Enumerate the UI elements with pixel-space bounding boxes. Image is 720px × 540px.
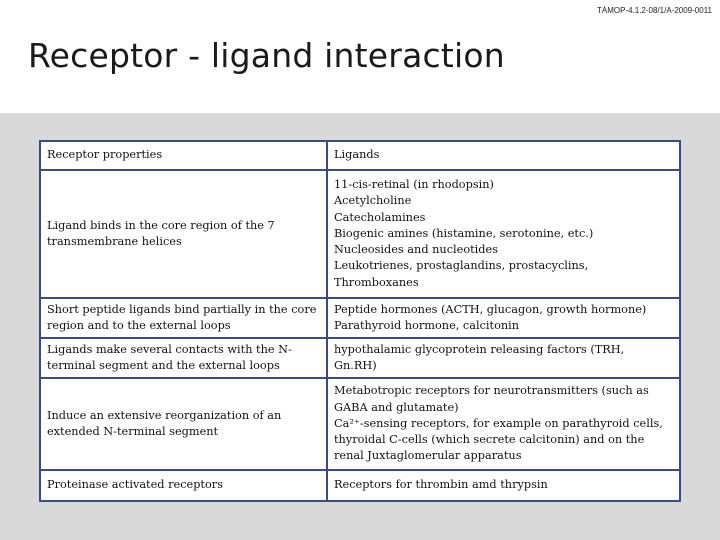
ligands-cell	[327, 378, 680, 470]
ligands-cell	[327, 170, 680, 298]
table-row	[40, 470, 680, 501]
ligand-line: Peptide hormones (ACTH, glucagon, growth hormone)	[334, 302, 647, 316]
receptor-property-cell: Induce an extensive reorganization of an extended N-terminal segment	[40, 378, 327, 470]
ligand-line: hypothalamic glycoprotein releasing factors (TRH,	[334, 342, 625, 356]
ligand-line: 11-cis-retinal (in rhodopsin)	[334, 177, 494, 191]
ligand-line: Parathyroid hormone, calcitonin	[334, 319, 520, 332]
ligand-line: thyroidal C-cells (which secrete calcitonin) and on the	[334, 433, 645, 447]
table-row	[40, 378, 680, 470]
ligand-line: Biogenic amines (histamine, serotonine, etc.)	[334, 226, 594, 240]
column-header-ligands: Ligands	[327, 141, 680, 170]
ligand-line: Metabotropic receptors for neurotransmitters (such as	[334, 384, 649, 398]
table-row	[40, 298, 680, 338]
receptor-property-cell: Ligands make several contacts with the N-terminal segment and the external loops	[40, 338, 327, 378]
project-code: TÁMOP-4.1.2-08/1/A-2009-0011	[596, 6, 712, 15]
ligand-line: renal Juxtaglomerular apparatus	[334, 449, 522, 463]
ligands-cell	[327, 338, 680, 378]
ligand-line: Leukotrienes, prostaglandins, prostacyclins,	[334, 259, 589, 273]
ligand-line: Thromboxanes	[334, 275, 419, 289]
ligand-line: Ca²⁺-sensing receptors, for example on parathyroid cells,	[334, 416, 663, 430]
ligand-line: Catecholamines	[334, 210, 426, 224]
table-header-row	[40, 141, 680, 170]
ligand-line: Gn.RH)	[334, 359, 377, 372]
column-header-receptor-properties: Receptor properties	[40, 141, 327, 170]
ligands-cell	[327, 470, 680, 501]
ligand-line: GABA and glutamate)	[334, 400, 459, 414]
table-row	[40, 170, 680, 298]
ligand-line: Nucleosides and nucleotides	[334, 243, 498, 257]
receptor-property-cell: Ligand binds in the core region of the 7 transmembrane helices	[40, 170, 327, 298]
receptor-property-cell: Proteinase activated receptors	[40, 470, 327, 501]
receptor-ligand-table	[39, 140, 681, 502]
ligands-cell	[327, 298, 680, 338]
table-row	[40, 338, 680, 378]
slide-title: Receptor - ligand interaction	[28, 36, 505, 75]
receptor-property-cell: Short peptide ligands bind partially in the core region and to the external loops	[40, 298, 327, 338]
ligand-line: Receptors for thrombin amd thrypsin	[334, 478, 548, 492]
ligand-line: Acetylcholine	[334, 194, 412, 208]
